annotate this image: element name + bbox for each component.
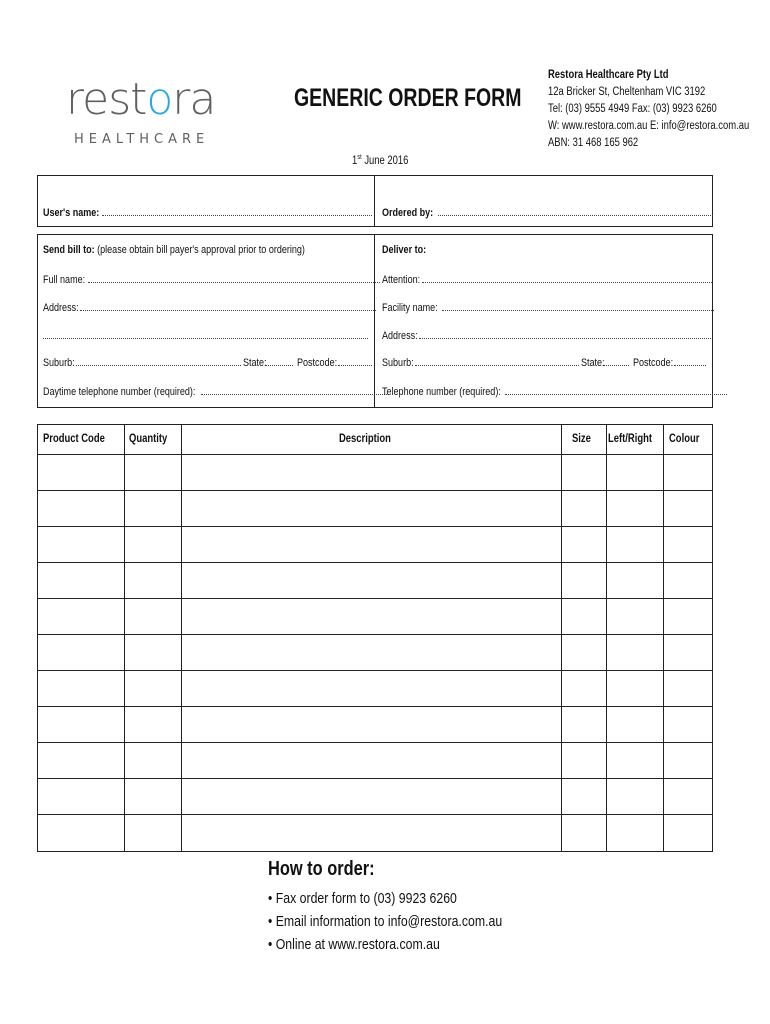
address-box-divider [374, 234, 375, 408]
table-row[interactable] [37, 598, 713, 599]
form-date: 1st June 2016 [352, 154, 409, 167]
users-name-field[interactable]: User's name: [43, 206, 372, 219]
company-name: Restora Healthcare Pty Ltd [548, 69, 669, 81]
table-column-divider [181, 424, 182, 852]
header-size: Size [571, 433, 591, 445]
table-column-divider [124, 424, 125, 852]
logo-wordmark: restora [66, 74, 216, 125]
form-title: GENERIC ORDER FORM [294, 84, 522, 112]
header-quantity: Quantity [129, 433, 168, 445]
company-details [548, 67, 770, 152]
bill-suburb-field[interactable]: Suburb: State: Postcode: [43, 356, 372, 369]
deliver-facility-field[interactable]: Facility name: [382, 301, 714, 314]
user-box-divider [374, 175, 375, 227]
table-row[interactable] [37, 778, 713, 779]
order-table [37, 424, 713, 852]
table-row[interactable] [37, 454, 713, 455]
bill-full-name-field[interactable]: Full name: [43, 273, 380, 286]
company-address: 12a Bricker St, Cheltenham VIC 3192 [548, 86, 706, 98]
how-item-email: • Email information to info@restora.com.au [268, 913, 503, 930]
table-column-divider [663, 424, 664, 852]
header-product-code: Product Code [42, 433, 105, 445]
company-phone: Tel: (03) 9555 4949 Fax: (03) 9923 6260 [548, 103, 717, 115]
table-row[interactable] [37, 742, 713, 743]
header-left-right: Left/Right [607, 433, 652, 445]
header-colour: Colour [669, 433, 700, 445]
deliver-phone-field[interactable]: Telephone number (required): [382, 385, 727, 398]
address-box [37, 234, 713, 408]
table-row[interactable] [37, 814, 713, 815]
table-column-divider [561, 424, 562, 852]
table-column-divider [606, 424, 607, 852]
company-abn: ABN: 31 468 165 962 [548, 137, 639, 149]
table-row[interactable] [37, 490, 713, 491]
deliver-attention-field[interactable]: Attention: [382, 273, 712, 286]
table-row[interactable] [37, 706, 713, 707]
bill-address-line2-field[interactable] [43, 329, 368, 342]
deliver-address-field[interactable]: Address: [382, 329, 711, 342]
send-bill-heading: Send bill to: (please obtain bill payer's approval prior to ordering) [43, 244, 305, 256]
deliver-suburb-field[interactable]: Suburb: State: Postcode: [382, 356, 706, 369]
table-row[interactable] [37, 670, 713, 671]
table-row[interactable] [37, 634, 713, 635]
table-row[interactable] [37, 526, 713, 527]
user-box [37, 175, 713, 227]
header-description: Description [339, 433, 392, 445]
bill-address-field[interactable]: Address: [43, 301, 376, 314]
deliver-to-heading: Deliver to: [382, 244, 427, 256]
how-item-fax: • Fax order form to (03) 9923 6260 [268, 890, 457, 907]
restora-logo [66, 74, 216, 154]
how-item-online: • Online at www.restora.com.au [268, 936, 440, 953]
how-to-order-title: How to order: [268, 858, 375, 880]
company-web: W: www.restora.com.au E: info@restora.com.au [548, 120, 750, 132]
logo-subtitle: HEALTHCARE [74, 132, 210, 147]
table-row[interactable] [37, 562, 713, 563]
ordered-by-field[interactable]: Ordered by: [382, 206, 713, 219]
bill-phone-field[interactable]: Daytime telephone number (required): [43, 385, 387, 398]
